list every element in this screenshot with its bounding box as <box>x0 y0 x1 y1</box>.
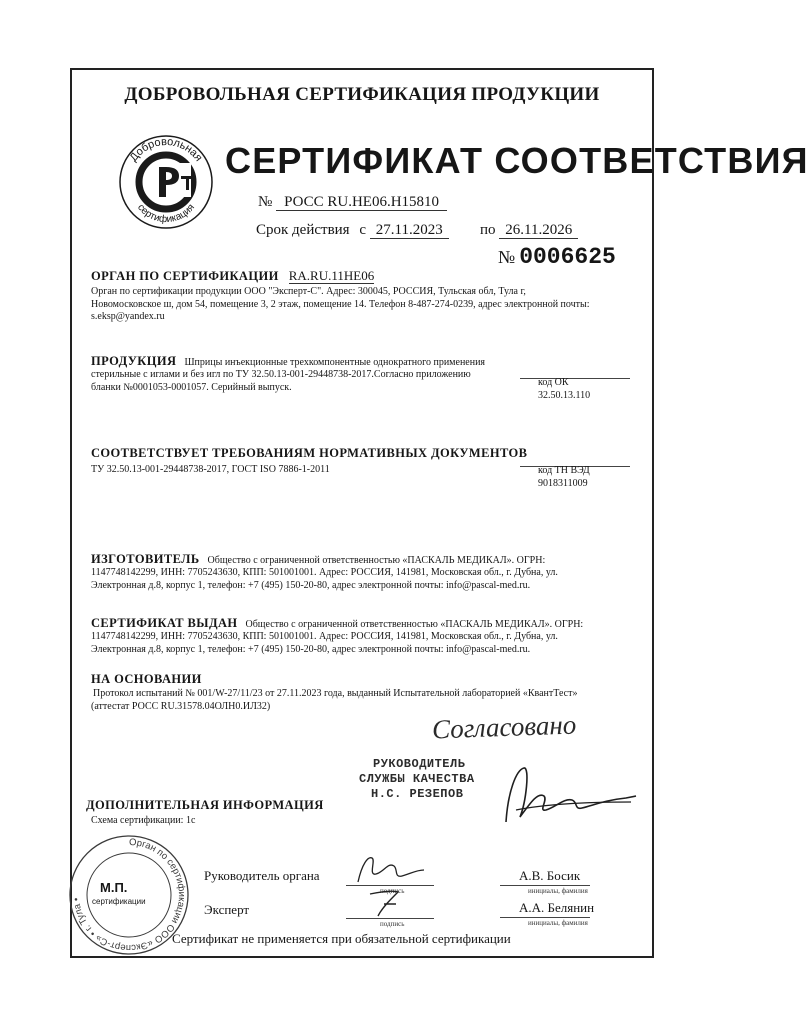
expert-signature-caption: подпись <box>380 920 405 928</box>
logo-bottom-text: сертификация <box>135 202 197 226</box>
manufacturer-text-line: Электронная д.8, корпус 1, телефон: +7 (495) 150-20-80, адрес электронной почты: info@pascal-med.ru. <box>91 579 531 591</box>
issued-text-line: Электронная д.8, корпус 1, телефон: +7 (495) 150-20-80, адрес электронной почты: info@pascal-med.ru. <box>91 643 531 655</box>
conforms-text: ТУ 32.50.13-001-29448738-2017, ГОСТ ISO 7886-1-2011 <box>91 464 330 475</box>
handwritten-approval: Согласовано <box>431 709 577 745</box>
expert-label: Эксперт <box>204 902 250 917</box>
voluntary-certification-heading: ДОБРОВОЛЬНАЯ СЕРТИФИКАЦИЯ ПРОДУКЦИИ <box>124 84 600 105</box>
basis-label: НА ОСНОВАНИИ <box>91 672 202 686</box>
organ-text-line: s.eksp@yandex.ru <box>91 311 165 322</box>
basis-text-line: (аттестат РОСС RU.31578.04ОЛН0.ИЛ32) <box>91 700 271 712</box>
manufacturer-label: ИЗГОТОВИТЕЛЬ <box>91 552 200 566</box>
head-signature-caption: подпись <box>380 887 405 895</box>
certificate-title: СЕРТИФИКАТ СООТВЕТСТВИЯ <box>225 140 809 181</box>
validity-from-date: 27.11.2023 <box>370 222 449 239</box>
product-text-line: Шприцы инъекционные трехкомпонентные однократного применения <box>184 357 486 368</box>
manufacturer-text-line: Общество с ограниченной ответственностью «ПАСКАЛЬ МЕДИКАЛ». ОГРН: <box>207 555 546 566</box>
organ-label: ОРГАН ПО СЕРТИФИКАЦИИ <box>91 269 279 283</box>
head-name: А.В. Босик <box>519 868 581 883</box>
organ-text-line: Новомосковское ш, дом 54, помещение 3, 2 этаж, помещение 14. Телефон 8-487-274-0239, адрес электронной почты: <box>91 298 590 310</box>
serial-number: 0006625 <box>519 244 616 270</box>
expert-name-caption: инициалы, фамилия <box>528 919 588 927</box>
organ-code: RA.RU.11НЕ06 <box>288 268 375 283</box>
svg-text:Добровольная <box>128 136 205 164</box>
rst-logo <box>117 133 215 231</box>
seal-sub-text: сертификации <box>92 897 146 906</box>
ok-code-label: код ОК <box>538 377 569 388</box>
basis-text-line: Протокол испытаний № 001/W-27/11/23 от 27.11.2023 года, выданный Испытательной лабораторией «КвантТест» <box>93 688 578 699</box>
validity-label: Срок действия <box>256 222 350 238</box>
product-text-line: стерильные с иглами и без игл по ТУ 32.50.13-001-29448738-2017.Согласно приложению <box>91 369 471 380</box>
approval-stamp-line: СЛУЖБЫ КАЧЕСТВА <box>359 772 475 786</box>
serial-label: № <box>498 247 516 267</box>
product-text-line: бланки №0001053-0001057. Серийный выпуск. <box>91 381 292 393</box>
seal-center-text: М.П. <box>100 880 128 895</box>
issued-label: СЕРТИФИКАТ ВЫДАН <box>91 616 238 630</box>
ok-code-value: 32.50.13.110 <box>538 390 591 401</box>
validity-from-label: с <box>359 222 367 238</box>
certificate-number: РОСС RU.НЕ06.Н15810 <box>276 194 447 211</box>
number-label: № <box>258 194 273 210</box>
expert-name: А.А. Белянин <box>519 900 595 915</box>
svg-text:Орган по сертификации ООО «Экс <box>71 837 187 953</box>
additional-info-label: ДОПОЛНИТЕЛЬНАЯ ИНФОРМАЦИЯ <box>86 798 324 812</box>
approval-stamp-line: РУКОВОДИТЕЛЬ <box>373 757 466 771</box>
manufacturer-text-line: 1147748142299, ИНН: 7705243630, КПП: 501001001. Адрес: РОССИЯ, 141981, Московская обл., г. Дубна, ул. <box>91 567 558 578</box>
validity-to-label: по <box>480 222 496 238</box>
logo-top-text: Добровольная <box>127 135 205 164</box>
seal-ring-text: Орган по сертификации ООО «Эксперт-С» • г. Тула • <box>71 836 187 954</box>
validity-to-date: 26.11.2026 <box>499 222 578 239</box>
additional-info-text: Схема сертификации: 1с <box>91 815 196 826</box>
approval-stamp-line: Н.С. РЕЗЕПОВ <box>371 787 464 801</box>
tnved-code-label: код ТН ВЭД <box>538 465 590 476</box>
head-name-caption: инициалы, фамилия <box>528 887 588 895</box>
tnved-code-value: 9018311009 <box>538 478 588 489</box>
issued-text-line: 1147748142299, ИНН: 7705243630, КПП: 501001001. Адрес: РОССИЯ, 141981, Московская обл., г. Дубна, ул. <box>91 631 558 642</box>
expert-signature <box>362 882 410 920</box>
footer-note: Сертификат не применяется при обязательной сертификации <box>172 931 511 946</box>
issued-text-line: Общество с ограниченной ответственностью «ПАСКАЛЬ МЕДИКАЛ». ОГРН: <box>245 619 584 630</box>
product-label: ПРОДУКЦИЯ <box>91 354 177 368</box>
organ-text-line: Орган по сертификации продукции ООО "Эксперт-С". Адрес: 300045, РОССИЯ, Тульская обл, Тула г, <box>91 286 526 297</box>
quality-head-signature <box>486 762 646 832</box>
conforms-label: СООТВЕТСТВУЕТ ТРЕБОВАНИЯМ НОРМАТИВНЫХ ДОКУМЕНТОВ <box>91 446 528 460</box>
head-of-body-label: Руководитель органа <box>204 868 320 883</box>
